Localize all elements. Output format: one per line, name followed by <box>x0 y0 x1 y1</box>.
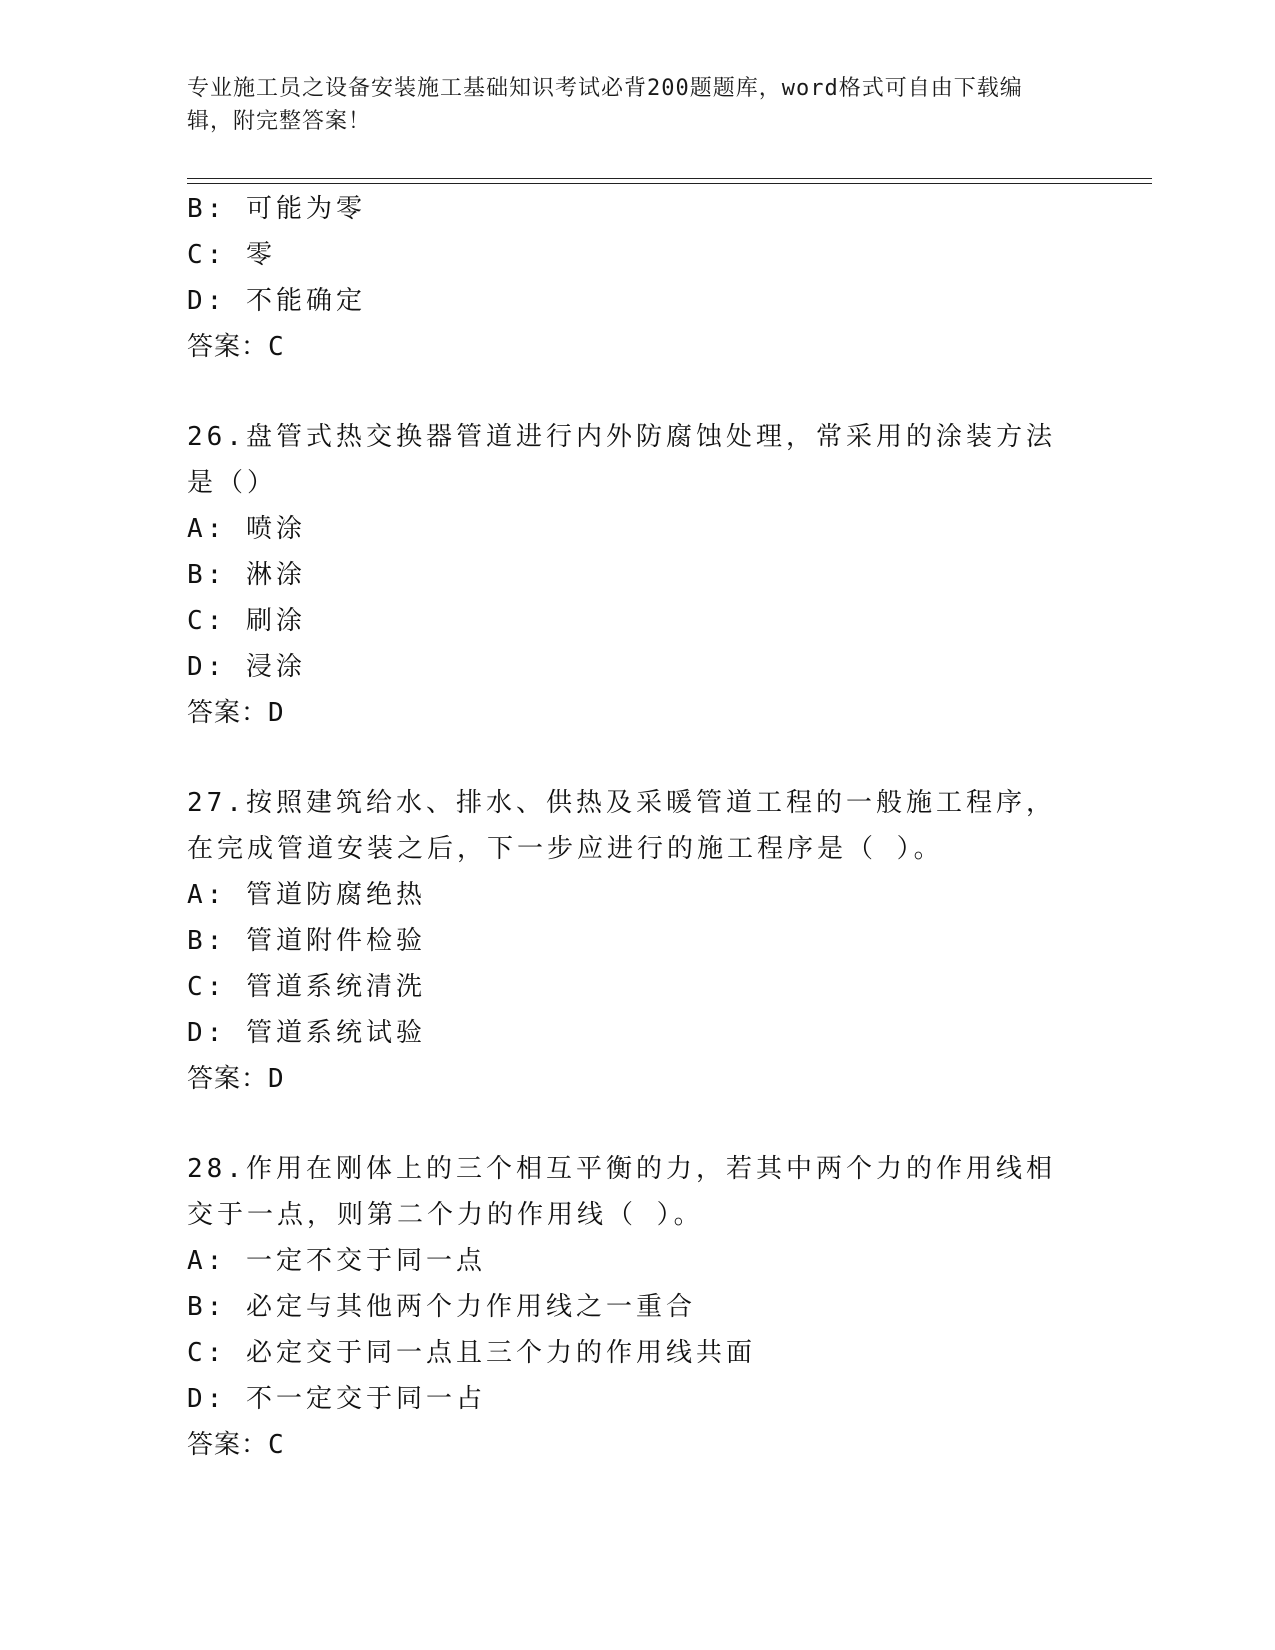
option-a: A: 喷涂 <box>187 514 306 544</box>
answer-text: 答案：D <box>187 1064 285 1094</box>
option-d: D: 不一定交于同一占 <box>187 1384 486 1414</box>
question-25-tail <box>187 186 1087 370</box>
option-b: B: 可能为零 <box>187 194 366 224</box>
question-28 <box>187 1146 1087 1468</box>
answer-text: 答案：D <box>187 698 285 728</box>
question-stem: 26.盘管式热交换器管道进行内外防腐蚀处理，常采用的涂装方法是（） <box>187 422 1056 498</box>
option-c: C: 零 <box>187 240 276 270</box>
option-a: A: 管道防腐绝热 <box>187 880 426 910</box>
page-header: 专业施工员之设备安装施工基础知识考试必背200题题库，word格式可自由下载编辑，附完整答案！ <box>187 76 1023 134</box>
question-27 <box>187 780 1087 1102</box>
option-c: C: 必定交于同一点且三个力的作用线共面 <box>187 1338 756 1368</box>
option-d: D: 浸涂 <box>187 652 306 682</box>
question-stem: 28.作用在刚体上的三个相互平衡的力，若其中两个力的作用线相交于一点，则第二个力的作用线（ ）。 <box>187 1154 1056 1230</box>
option-d: D: 管道系统试验 <box>187 1018 426 1048</box>
question-26 <box>187 414 1087 736</box>
option-d: D: 不能确定 <box>187 286 366 316</box>
option-a: A: 一定不交于同一点 <box>187 1246 486 1276</box>
header-divider-top <box>187 178 1152 179</box>
option-b: B: 必定与其他两个力作用线之一重合 <box>187 1292 696 1322</box>
header-divider-bottom <box>187 183 1152 184</box>
option-b: B: 淋涂 <box>187 560 306 590</box>
answer-text: 答案：C <box>187 1430 285 1460</box>
question-content <box>187 186 1087 1468</box>
question-stem: 27.按照建筑给水、排水、供热及采暖管道工程的一般施工程序，在完成管道安装之后，下一步应进行的施工程序是（ ）。 <box>187 788 1056 864</box>
option-c: C: 刷涂 <box>187 606 306 636</box>
option-c: C: 管道系统清洗 <box>187 972 426 1002</box>
option-b: B: 管道附件检验 <box>187 926 426 956</box>
answer-text: 答案：C <box>187 332 285 362</box>
